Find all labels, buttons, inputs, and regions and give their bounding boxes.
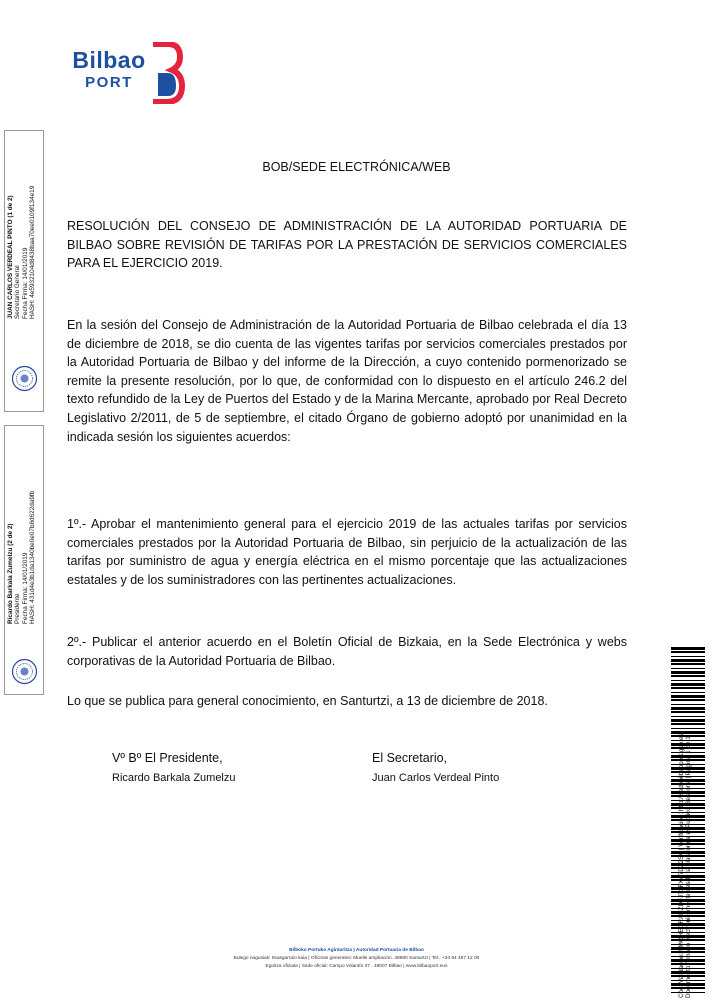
barcode-bar bbox=[671, 927, 705, 929]
barcode-bar bbox=[671, 908, 705, 909]
barcode-bar bbox=[671, 987, 705, 989]
barcode-bar bbox=[671, 752, 705, 753]
barcode-bar bbox=[671, 980, 705, 981]
barcode-bar bbox=[671, 891, 705, 893]
barcode-bar bbox=[671, 699, 705, 701]
resolution-title: RESOLUCIÓN DEL CONSEJO DE ADMINISTRACIÓN DE LA AUTORIDAD PORTUARIA DE BILBAO SOBRE REVISIÓN DE TARIFAS POR LA PRESTACIÓN DE SERVICIOS COMERCIALES PARA EL EJERCICIO 2019. bbox=[67, 219, 627, 271]
barcode-bar bbox=[671, 803, 705, 806]
barcode-bar bbox=[671, 707, 705, 710]
barcode-bar bbox=[671, 731, 705, 734]
barcode-bar bbox=[671, 687, 705, 689]
barcode-bar bbox=[671, 899, 705, 902]
barcode-bar bbox=[671, 807, 705, 809]
barcode-bar bbox=[671, 675, 705, 677]
stamp-2-role: Presidente bbox=[14, 593, 22, 624]
barcode-bar bbox=[671, 911, 705, 914]
barcode-bar bbox=[671, 755, 705, 758]
signature-stamp-1-text bbox=[7, 186, 37, 319]
barcode-bar bbox=[671, 843, 705, 845]
barcode-bar bbox=[671, 863, 705, 866]
barcode-bar bbox=[671, 867, 705, 869]
barcode-bar bbox=[671, 831, 705, 833]
paragraph-agreement-2: 2º.- Publicar el anterior acuerdo en el Boletín Oficial de Bizkaia, en la Sede Electrónica y webs corporativas de la Autoridad Portuaria de Bilbao. bbox=[67, 635, 627, 668]
signature-stamp-2 bbox=[4, 425, 44, 695]
barcode-bar bbox=[671, 827, 705, 830]
barcode-bar bbox=[671, 783, 705, 785]
barcode-bar bbox=[671, 719, 705, 722]
barcode-bar bbox=[671, 767, 705, 770]
stamp-2-date: Fecha Firma: 14/01/2019 bbox=[21, 552, 29, 624]
stamp-2-hash: HASH: 431d4e3b1da1340be0e07b8d622da9fb bbox=[29, 490, 37, 624]
stamp-1-date: Fecha Firma: 14/01/2019 bbox=[21, 247, 29, 319]
barcode-bar bbox=[671, 915, 705, 917]
barcode-bar bbox=[671, 683, 705, 686]
barcode-bar bbox=[671, 779, 705, 782]
barcode-bar bbox=[671, 939, 705, 941]
barcode-bar bbox=[671, 776, 705, 777]
barcode-bar bbox=[671, 759, 705, 761]
barcode-bar bbox=[671, 855, 705, 857]
footer-seat: Egoitza ofiziala | Sede oficial: Campo Volantín 37 . 48007 Bilbao | www.bilbaoport.eus bbox=[265, 964, 448, 969]
barcode-bar bbox=[671, 872, 705, 873]
barcode-bar bbox=[671, 743, 705, 746]
signature-right-role: El Secretario, bbox=[372, 751, 448, 765]
logo-wordmark bbox=[66, 48, 152, 92]
barcode-bar bbox=[671, 935, 705, 938]
barcode-bar bbox=[671, 668, 705, 669]
paragraph-agreement-1: 1º.- Aprobar el mantenimiento general para el ejercicio 2019 de las actuales tarifas por servicios comerciales prestados por la Autoridad Portuaria de Bilbao, sin perjuicio de la actualización de las tarifas por suministro de agua y energía eléctrica en el mismo porcentaje que las actualizaciones estatales y de los suministradores con las pertinentes actualizaciones. bbox=[67, 517, 627, 587]
barcode-bar bbox=[671, 812, 705, 813]
barcode-bar bbox=[671, 747, 705, 749]
stamp-2-signer: Ricardo Barkala Zumelzu (2 de 2) bbox=[7, 523, 14, 624]
barcode-bar bbox=[671, 771, 705, 773]
barcode-bar bbox=[671, 920, 705, 921]
barcode-bar bbox=[671, 848, 705, 849]
logo-port-text: PORT bbox=[85, 74, 133, 91]
barcode-bar bbox=[671, 896, 705, 897]
barcode-bar bbox=[671, 836, 705, 837]
stamp-1-role: Secretario General bbox=[14, 265, 22, 319]
barcode-bar bbox=[671, 795, 705, 797]
signature-right-name: Juan Carlos Verdeal Pinto bbox=[372, 772, 500, 784]
barcode-bar bbox=[671, 695, 705, 698]
barcode-bar bbox=[671, 800, 705, 801]
document-heading: BOB/SEDE ELECTRÓNICA/WEB bbox=[262, 160, 451, 174]
barcode-bar bbox=[671, 879, 705, 881]
barcode-bar bbox=[671, 923, 705, 926]
barcode-bar bbox=[671, 791, 705, 794]
barcode-bar bbox=[671, 860, 705, 861]
official-seal-icon bbox=[11, 658, 38, 685]
barcode-bar bbox=[671, 735, 705, 737]
barcode-bar bbox=[671, 824, 705, 825]
barcode-bar bbox=[671, 903, 705, 905]
footer-organization: Bilboko Portuko Agintaritza | Autoridad Portuaria de Bilbao bbox=[289, 948, 424, 953]
barcode-bar bbox=[671, 884, 705, 885]
logo-bilbao-text: Bilbao bbox=[72, 47, 146, 73]
stamp-1-signer: JUAN CARLOS VERDEAL PINTO (1 de 2) bbox=[7, 195, 14, 319]
barcode-icon bbox=[671, 647, 705, 995]
official-seal-icon bbox=[11, 365, 38, 392]
barcode-bar bbox=[671, 671, 705, 674]
barcode-bar bbox=[671, 740, 705, 741]
barcode-bar bbox=[671, 975, 705, 977]
barcode-bar bbox=[671, 983, 705, 986]
barcode-bar bbox=[671, 764, 705, 765]
barcode-bar bbox=[671, 711, 705, 713]
barcode-bar bbox=[671, 819, 705, 821]
barcode-bar bbox=[671, 944, 705, 945]
barcode-bar bbox=[671, 656, 705, 657]
paragraph-intro: En la sesión del Consejo de Administración de la Autoridad Portuaria de Bilbao celebrada el día 13 de diciembre de 2018, se dio cuenta de las vigentes tarifas por servicios comerciales prestados por la Autoridad Portuaria de Bilbao y del informe de la Dirección, a cuyo contenido pormenorizado se remite la presente resolución, por lo que, de conformidad con lo dispuesto en el artículo 246.2 del texto refundido de la Ley de Puertos del Estado y de la Marina Mercante, aprobado por Real Decreto Legislativo 2/2011, de 5 de septiembre, el citado Órgano de gobierno adoptó por unanimidad en la indicada sesión los siguientes acuerdos: bbox=[67, 318, 627, 444]
barcode-bar bbox=[671, 788, 705, 789]
footer-offices: Bulego nagusiak: Itsasgarraio kaia | Oficinas generales: Muelle ampliación. 48980 Santurtzi | Tel.: +34 94 487 12 00 bbox=[233, 956, 480, 961]
barcode-bar bbox=[671, 659, 705, 662]
signature-left-role: Vº Bº El Presidente, bbox=[112, 751, 223, 765]
barcode-bar bbox=[671, 651, 705, 653]
signature-stamp-2-text bbox=[7, 491, 37, 624]
barcode-bar bbox=[671, 692, 705, 693]
barcode-bar bbox=[671, 716, 705, 717]
bilbao-port-logo bbox=[66, 42, 196, 106]
barcode-bar bbox=[671, 971, 705, 974]
barcode-bar bbox=[671, 723, 705, 725]
signature-left-name: Ricardo Barkala Zumelzu bbox=[112, 772, 236, 784]
barcode-bar bbox=[671, 992, 705, 993]
barcode-bar bbox=[671, 875, 705, 878]
logo-b-mark-icon bbox=[150, 42, 186, 104]
barcode-bar bbox=[671, 932, 705, 933]
barcode-bar bbox=[671, 704, 705, 705]
barcode-bar bbox=[671, 839, 705, 842]
document-footer bbox=[0, 947, 713, 971]
barcode-bar bbox=[671, 728, 705, 729]
paragraph-closing: Lo que se publica para general conocimiento, en Santurtzi, a 13 de diciembre de 2018. bbox=[67, 694, 548, 708]
stamp-1-hash: HASH: 4e5932104d8438baa70ee0109f134e19 bbox=[29, 185, 37, 319]
barcode-bar bbox=[671, 680, 705, 681]
barcode-bar bbox=[671, 647, 705, 650]
barcode-bar bbox=[671, 815, 705, 818]
barcode-bar bbox=[671, 887, 705, 890]
barcode-bar bbox=[671, 663, 705, 665]
barcode-bar bbox=[671, 851, 705, 854]
